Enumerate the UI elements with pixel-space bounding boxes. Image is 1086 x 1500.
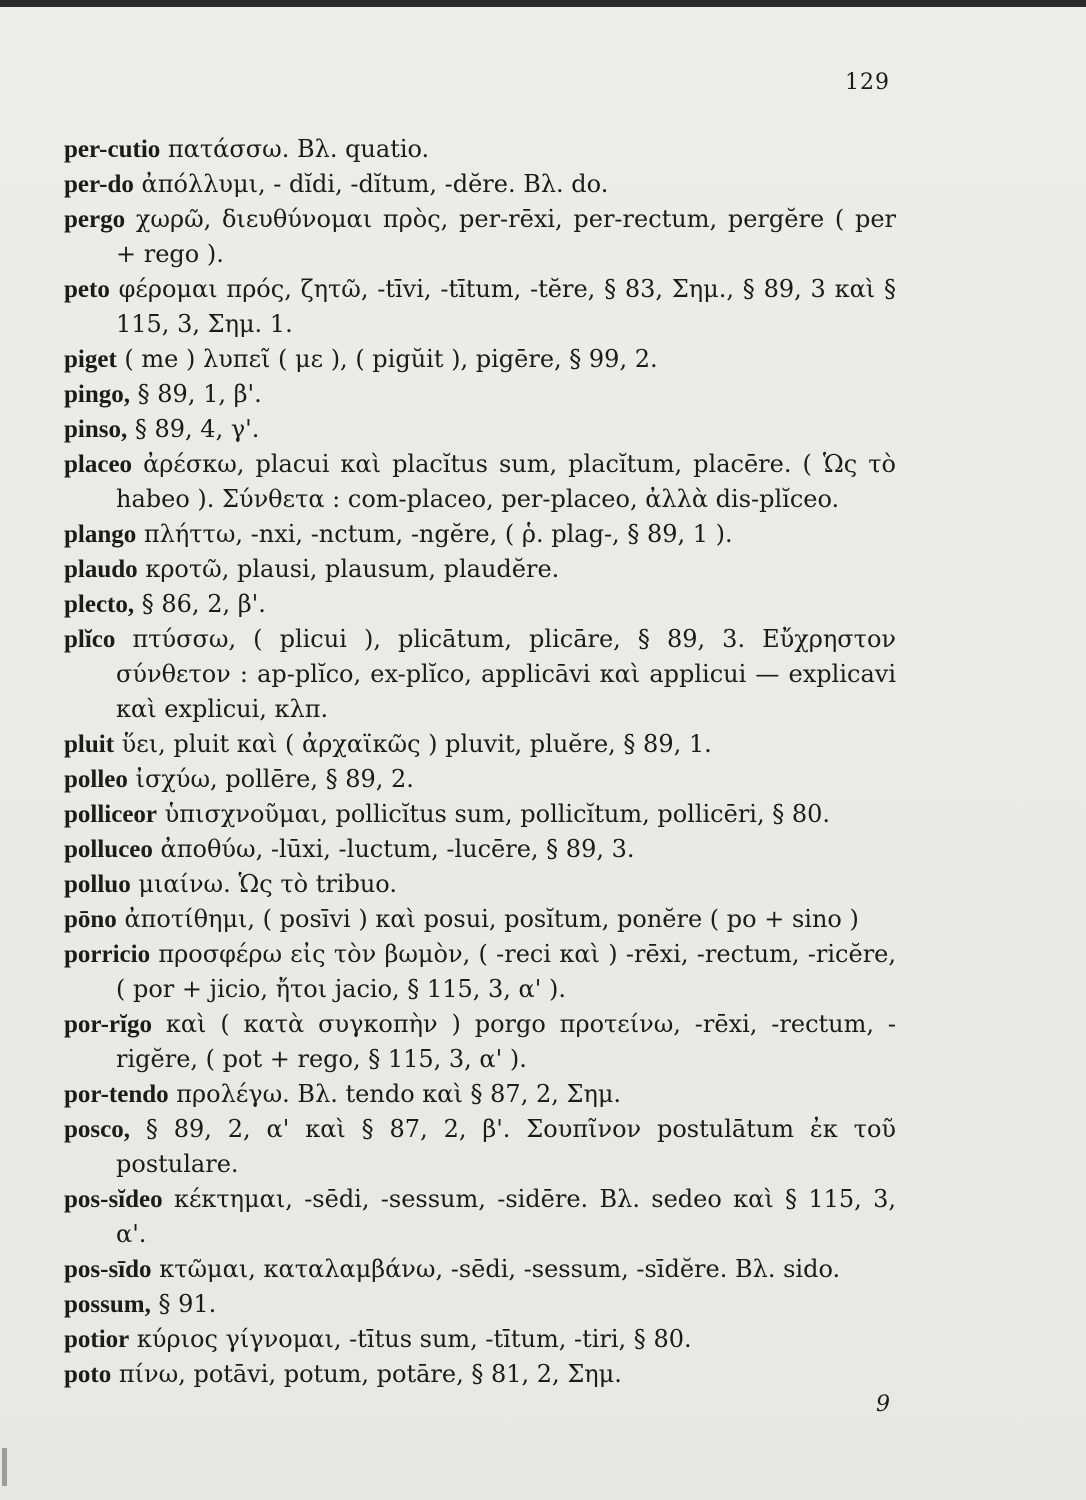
entry-lemma: pluit (64, 731, 115, 758)
dictionary-entry (64, 167, 896, 202)
entry-lemma: possum, (64, 1291, 151, 1318)
dictionary-entry (64, 587, 896, 622)
entry-lemma: plango (64, 521, 137, 548)
entry-lemma: por-tendo (64, 1081, 169, 1108)
entry-definition: ( me ) λυπεῖ ( με ), ( pigŭit ), pigēre, § 99, 2. (124, 345, 658, 373)
entry-definition: καὶ ( κατὰ συγκοπὴν ) porgo προτείνω, -rēxi, -rectum, -rigĕre, ( pot + rego, § 115, 3, α' ). (116, 1010, 896, 1073)
entry-lemma: placeo (64, 451, 133, 478)
entry-definition: πλήττω, -nxi, -nctum, -ngĕre, ( ῥ. plag-, § 89, 1 ). (143, 520, 733, 548)
entry-lemma: polluo (64, 871, 131, 898)
dictionary-entry (64, 797, 896, 832)
dictionary-entry (64, 342, 896, 377)
entry-lemma: polleo (64, 766, 128, 793)
dictionary-entry (64, 1112, 896, 1182)
printer-signature: 9 (876, 1392, 890, 1417)
entry-definition: § 89, 4, γ'. (134, 415, 260, 443)
entry-definition: ὑπισχνοῦμαι, pollicĭtus sum, pollicĭtum, pollicēri, § 80. (164, 800, 831, 828)
entry-definition: § 91. (158, 1290, 217, 1318)
dictionary-entry (64, 1182, 896, 1252)
entry-definition: πατάσσω. Βλ. quatio. (167, 135, 430, 163)
entry-definition: προσφέρω εἰς τὸν βωμὸν, ( -reci καὶ ) -rēxi, -rectum, -ricĕre, ( por + jicio, ἤτοι jacio, § 115, 3, α' ). (116, 940, 896, 1003)
dictionary-entry (64, 517, 896, 552)
entry-lemma: plaudo (64, 556, 138, 583)
entry-definition: ἀποθύω, -lūxi, -luctum, -lucēre, § 89, 3. (160, 835, 635, 863)
entry-definition: πίνω, potāvi, potum, potāre, § 81, 2, Σημ. (118, 1360, 622, 1388)
dictionary-entry (64, 377, 896, 412)
scan-top-edge (0, 0, 1086, 7)
entry-definition: χωρῶ, διευθύνομαι πρὸς, per-rēxi, per-rectum, pergĕre ( per + rego ). (116, 205, 896, 268)
entry-lemma: pingo, (64, 381, 131, 408)
dictionary-entry (64, 727, 896, 762)
dictionary-entry (64, 1287, 896, 1322)
dictionary-entry (64, 622, 896, 727)
page-number: 129 (845, 70, 890, 95)
entry-definition: ὕει, pluit καὶ ( ἀρχαϊκῶς ) pluvit, pluĕre, § 89, 1. (121, 730, 712, 758)
entry-lemma: potior (64, 1326, 130, 1353)
dictionary-entry (64, 552, 896, 587)
entry-lemma: pinso, (64, 416, 128, 443)
dictionary-entry (64, 1357, 896, 1392)
entry-lemma: plĭco (64, 626, 116, 653)
entry-lemma: pos-sīdo (64, 1256, 152, 1283)
entry-definition: κτῶμαι, καταλαμβάνω, -sēdi, -sessum, -sīdĕre. Βλ. sido. (159, 1255, 841, 1283)
dictionary-entry (64, 867, 896, 902)
dictionary-entry (64, 762, 896, 797)
entry-definition: ἀρέσκω, placui καὶ placĭtus sum, placĭtum, placēre. ( Ὡς τὸ habeo ). Σύνθετα : com-placeo, per-placeo, ἀλλὰ dis-plĭceo. (116, 450, 896, 513)
entry-lemma: polliceor (64, 801, 158, 828)
entry-lemma: per-cutio (64, 136, 161, 163)
entry-definition: φέρομαι πρός, ζητῶ, -tīvi, -tītum, -tĕre, § 83, Σημ., § 89, 3 καὶ § 115, 3, Σημ. 1. (116, 275, 896, 338)
entry-definition: ἀποτίθημι, ( posīvi ) καὶ posui, posĭtum, ponĕre ( po + sino ) (124, 905, 859, 933)
entry-definition: § 86, 2, β'. (141, 590, 266, 618)
entry-lemma: pergo (64, 206, 126, 233)
dictionary-entry (64, 1252, 896, 1287)
entry-lemma: piget (64, 346, 117, 373)
entry-definition: § 89, 1, β'. (137, 380, 262, 408)
entry-lemma: plecto, (64, 591, 135, 618)
entry-definition: κύριος γίγνομαι, -tītus sum, -tītum, -tiri, § 80. (136, 1325, 692, 1353)
entry-definition: § 89, 2, α' καὶ § 87, 2, β'. Σουπῖνον postulātum ἐκ τοῦ postulare. (116, 1115, 896, 1178)
dictionary-entry (64, 272, 896, 342)
entry-definition: μιαίνω. Ὡς τὸ tribuo. (138, 870, 397, 898)
dictionary-entry (64, 1007, 896, 1077)
entry-definition: ἰσχύω, pollēre, § 89, 2. (135, 765, 414, 793)
entry-definition: πτύσσω, ( plicui ), plicātum, plicāre, § 89, 3. Εὔχρηστον σύνθετον : ap-plĭco, ex-plĭco, applicāvi καὶ applicui — explicavi καὶ explicui, κλπ. (116, 625, 896, 723)
entry-lemma: por-rĭgo (64, 1011, 152, 1038)
entry-definition: κέκτημαι, -sēdi, -sessum, -sidēre. Βλ. sedeo καὶ § 115, 3, α'. (116, 1185, 896, 1248)
dictionary-entry (64, 1077, 896, 1112)
dictionary-entry (64, 412, 896, 447)
entry-lemma: porricio (64, 941, 151, 968)
entry-lemma: per-do (64, 171, 134, 198)
dictionary-entry (64, 202, 896, 272)
entry-lemma: peto (64, 276, 110, 303)
scan-edge-mark (2, 1448, 7, 1486)
dictionary-entry (64, 447, 896, 517)
entry-lemma: pos-sĭdeo (64, 1186, 163, 1213)
entry-lemma: polluceo (64, 836, 153, 863)
dictionary-entry (64, 832, 896, 867)
entry-list (64, 132, 896, 1392)
entry-definition: ἀπόλλυμι, - dĭdi, -dĭtum, -dĕre. Βλ. do. (141, 170, 609, 198)
dictionary-entry (64, 132, 896, 167)
entry-lemma: poto (64, 1361, 112, 1388)
entry-definition: προλέγω. Βλ. tendo καὶ § 87, 2, Σημ. (176, 1080, 622, 1108)
dictionary-entry (64, 937, 896, 1007)
entry-lemma: pōno (64, 906, 117, 933)
entry-lemma: posco, (64, 1116, 130, 1143)
dictionary-entry (64, 1322, 896, 1357)
dictionary-entry (64, 902, 896, 937)
entry-definition: κροτῶ, plausi, plausum, plaudĕre. (145, 555, 560, 583)
